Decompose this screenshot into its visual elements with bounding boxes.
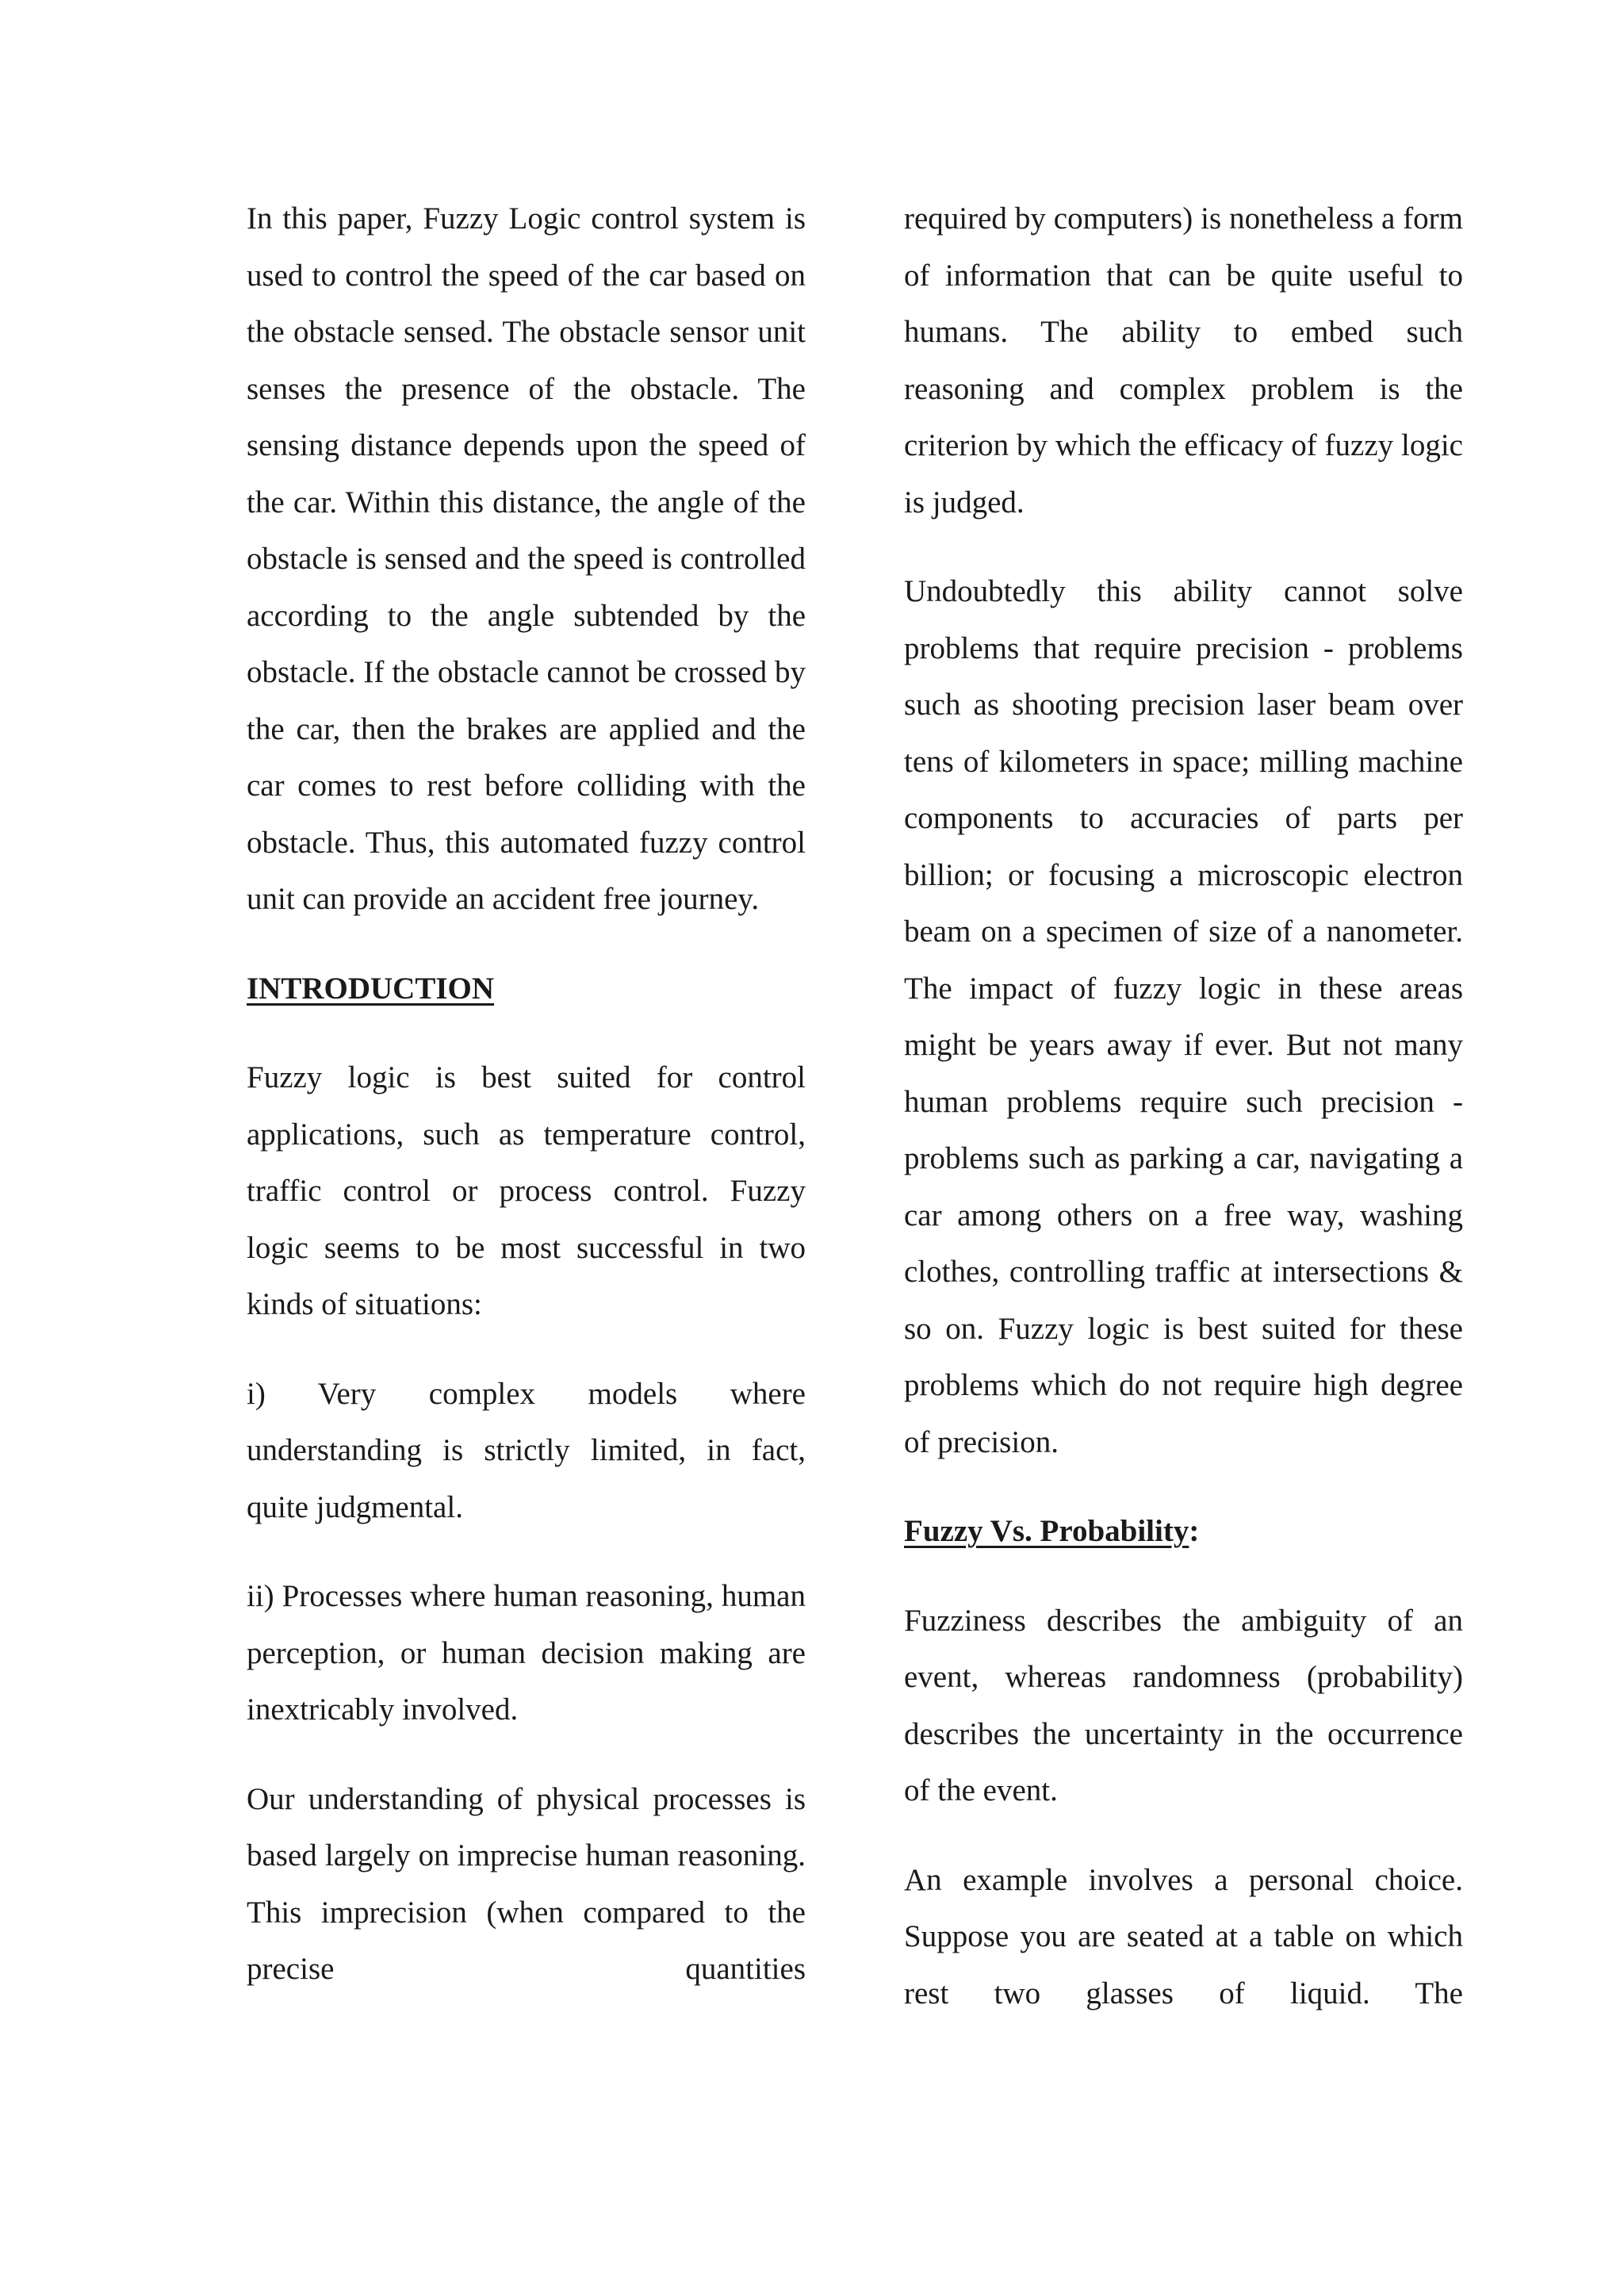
- right-column: [904, 190, 1463, 2054]
- list-item-i: i) Very complex models where understanding is strictly limited, in fact, quite judgmental.: [247, 1376, 806, 1524]
- left-column: [247, 190, 806, 2030]
- fuzzy-vs-probability-heading-text: Fuzzy Vs. Probability: [904, 1514, 1189, 1548]
- introduction-paragraph: Fuzzy logic is best suited for control applications, such as temperature control, traffic control or process control. Fuzzy logic seems to be most successful in two kinds of situations:: [247, 1060, 806, 1321]
- abstract-paragraph: In this paper, Fuzzy Logic control system is used to control the speed of the car based on the obstacle sensed. The obstacle sensor unit senses the presence of the obstacle. The sensing distance depends upon the speed of the car. Within this distance, the angle of the obstacle is sensed and the speed is controlled according to the angle subtended by the obstacle. If the obstacle cannot be crossed by the car, then the brakes are applied and the car comes to rest before colliding with the obstacle. Thus, this automated fuzzy control unit can provide an accident free journey.: [247, 201, 806, 916]
- fuzziness-paragraph: Fuzziness describes the ambiguity of an event, whereas randomness (probability) describes the uncertainty in the occurrence of the event.: [904, 1603, 1463, 1807]
- introduction-heading-text: INTRODUCTION: [247, 971, 495, 1006]
- list-item-ii: ii) Processes where human reasoning, human perception, or human decision making are inextricably involved.: [247, 1579, 806, 1727]
- undoubtedly-paragraph: Undoubtedly this ability cannot solve problems that require precision - problems such as shooting precision laser beam over tens of kilometers in space; milling machine components to accuracies of parts per billion; or focusing a microscopic electron beam on a specimen of size of a nanometer. The impact of fuzzy logic in these areas might be years away if ever. But not many human problems require such precision - problems such as parking a car, navigating a car among others on a free way, washing clothes, controlling traffic at intersections & so on. Fuzzy logic is best suited for these problems which do not require high degree of precision.: [904, 574, 1463, 1459]
- continuation-paragraph: required by computers) is nonetheless a form of information that can be quite useful to humans. The ability to embed such reasoning and complex problem is the criterion by which the efficacy of fuzzy logic is judged.: [904, 201, 1463, 519]
- introduction-heading: [247, 960, 806, 1018]
- fuzzy-vs-probability-heading-colon: :: [1189, 1514, 1200, 1548]
- understanding-paragraph: Our understanding of physical processes is based largely on imprecise human reasoning. This imprecision (when compared to the precise quantities: [247, 1781, 806, 1986]
- fuzzy-vs-probability-heading: [904, 1503, 1463, 1560]
- example-paragraph: An example involves a personal choice. Suppose you are seated at a table on which rest two glasses of liquid. The: [904, 1862, 1463, 2010]
